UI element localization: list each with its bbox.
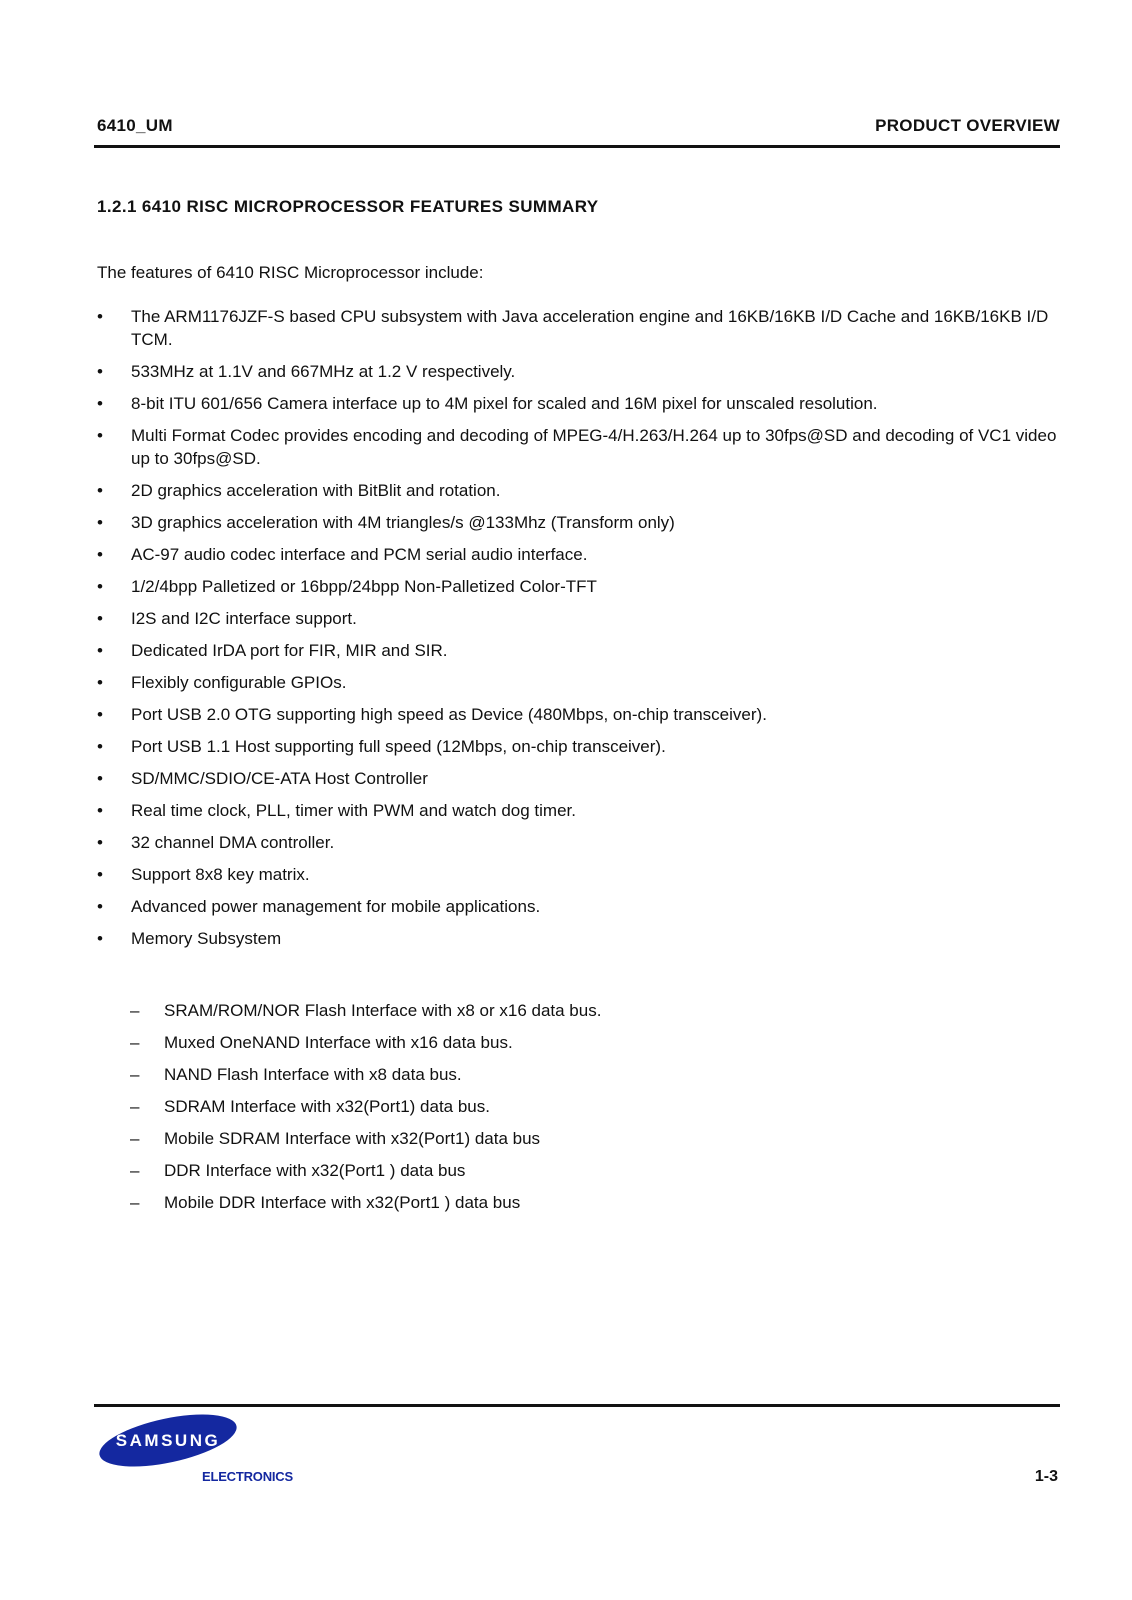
feature-text: 533MHz at 1.1V and 667MHz at 1.2 V respectively.: [131, 362, 516, 381]
bullet-icon: •: [97, 426, 103, 445]
samsung-logo: [97, 1413, 239, 1468]
feature-item: [97, 703, 1062, 726]
memory-item: [130, 999, 1030, 1022]
dash-icon: –: [130, 1033, 140, 1052]
bullet-icon: •: [97, 307, 103, 326]
feature-item: [97, 863, 1062, 886]
memory-item: [130, 1031, 1030, 1054]
feature-item: [97, 360, 1062, 383]
bullet-icon: •: [97, 673, 103, 692]
dash-icon: –: [130, 1129, 140, 1148]
feature-text: The ARM1176JZF-S based CPU subsystem with Java acceleration engine and 16KB/16KB I/D Cache and 16KB/16KB I/D TCM.: [131, 307, 1049, 349]
dash-icon: –: [130, 1097, 140, 1116]
memory-item-text: Mobile DDR Interface with x32(Port1 ) data bus: [164, 1193, 521, 1212]
feature-item: [97, 735, 1062, 758]
feature-item: [97, 392, 1062, 415]
memory-item: [130, 1159, 1030, 1182]
page-number: 1-3: [1034, 1468, 1058, 1485]
feature-text: 8-bit ITU 601/656 Camera interface up to 4M pixel for scaled and 16M pixel for unscaled resolution.: [131, 394, 878, 413]
memory-item-text: NAND Flash Interface with x8 data bus.: [164, 1065, 462, 1084]
bullet-icon: •: [97, 897, 103, 916]
feature-text: 1/2/4bpp Palletized or 16bpp/24bpp Non-Palletized Color-TFT: [131, 577, 597, 596]
bullet-icon: •: [97, 545, 103, 564]
feature-text: Memory Subsystem: [131, 929, 282, 948]
bullet-icon: •: [97, 362, 103, 381]
bullet-icon: •: [97, 929, 103, 948]
logo-subtext: ELECTRONICS: [202, 1469, 293, 1484]
bullet-icon: •: [97, 833, 103, 852]
feature-text: 32 channel DMA controller.: [131, 833, 335, 852]
feature-item: [97, 607, 1062, 630]
feature-item: [97, 543, 1062, 566]
chapter-title: PRODUCT OVERVIEW: [875, 116, 1060, 135]
document-id: 6410_UM: [97, 116, 173, 135]
dash-icon: –: [130, 1065, 140, 1084]
bullet-icon: •: [97, 394, 103, 413]
feature-text: 2D graphics acceleration with BitBlit and rotation.: [131, 481, 501, 500]
footer-rule: [94, 1404, 1060, 1407]
memory-item: [130, 1063, 1030, 1086]
bullet-icon: •: [97, 513, 103, 532]
section-title: 1.2.1 6410 RISC MICROPROCESSOR FEATURES SUMMARY: [97, 197, 599, 216]
bullet-icon: •: [97, 737, 103, 756]
bullet-icon: •: [97, 609, 103, 628]
memory-subsystem-list: [130, 999, 1030, 1223]
feature-text: Advanced power management for mobile applications.: [131, 897, 541, 916]
feature-item: [97, 671, 1062, 694]
features-list: [97, 305, 1062, 959]
memory-item: [130, 1095, 1030, 1118]
intro-paragraph: The features of 6410 RISC Microprocessor include:: [97, 263, 484, 282]
dash-icon: –: [130, 1001, 140, 1020]
feature-text: AC-97 audio codec interface and PCM serial audio interface.: [131, 545, 588, 564]
feature-text: Real time clock, PLL, timer with PWM and watch dog timer.: [131, 801, 576, 820]
feature-item: [97, 799, 1062, 822]
feature-text: Port USB 1.1 Host supporting full speed (12Mbps, on-chip transceiver).: [131, 737, 666, 756]
feature-item: [97, 767, 1062, 790]
dash-icon: –: [130, 1193, 140, 1212]
feature-text: Flexibly configurable GPIOs.: [131, 673, 347, 692]
memory-item-text: Muxed OneNAND Interface with x16 data bus.: [164, 1033, 513, 1052]
feature-item: [97, 831, 1062, 854]
logo-text: SAMSUNG: [115, 1431, 221, 1450]
dash-icon: –: [130, 1161, 140, 1180]
feature-item: [97, 575, 1062, 598]
bullet-icon: •: [97, 705, 103, 724]
bullet-icon: •: [97, 769, 103, 788]
feature-item: [97, 479, 1062, 502]
bullet-icon: •: [97, 577, 103, 596]
feature-text: Port USB 2.0 OTG supporting high speed as Device (480Mbps, on-chip transceiver).: [131, 705, 767, 724]
feature-item: [97, 305, 1062, 351]
memory-item: [130, 1127, 1030, 1150]
feature-item: [97, 511, 1062, 534]
feature-text: 3D graphics acceleration with 4M triangles/s @133Mhz (Transform only): [131, 513, 675, 532]
feature-item: [97, 895, 1062, 918]
header-rule: [94, 145, 1060, 148]
feature-text: SD/MMC/SDIO/CE-ATA Host Controller: [131, 769, 428, 788]
memory-item-text: SDRAM Interface with x32(Port1) data bus.: [164, 1097, 490, 1116]
bullet-icon: •: [97, 481, 103, 500]
feature-text: Support 8x8 key matrix.: [131, 865, 310, 884]
bullet-icon: •: [97, 865, 103, 884]
feature-text: Multi Format Codec provides encoding and decoding of MPEG-4/H.263/H.264 up to 30fps@SD and decoding of VC1 video up to 30fps@SD.: [131, 426, 1057, 468]
feature-text: I2S and I2C interface support.: [131, 609, 357, 628]
feature-item: [97, 424, 1062, 470]
memory-item: [130, 1191, 1030, 1214]
feature-item: [97, 639, 1062, 662]
memory-item-text: Mobile SDRAM Interface with x32(Port1) data bus: [164, 1129, 541, 1148]
memory-item-text: SRAM/ROM/NOR Flash Interface with x8 or x16 data bus.: [164, 1001, 602, 1020]
memory-item-text: DDR Interface with x32(Port1 ) data bus: [164, 1161, 466, 1180]
bullet-icon: •: [97, 641, 103, 660]
bullet-icon: •: [97, 801, 103, 820]
feature-text: Dedicated IrDA port for FIR, MIR and SIR.: [131, 641, 448, 660]
feature-item: [97, 927, 1062, 950]
